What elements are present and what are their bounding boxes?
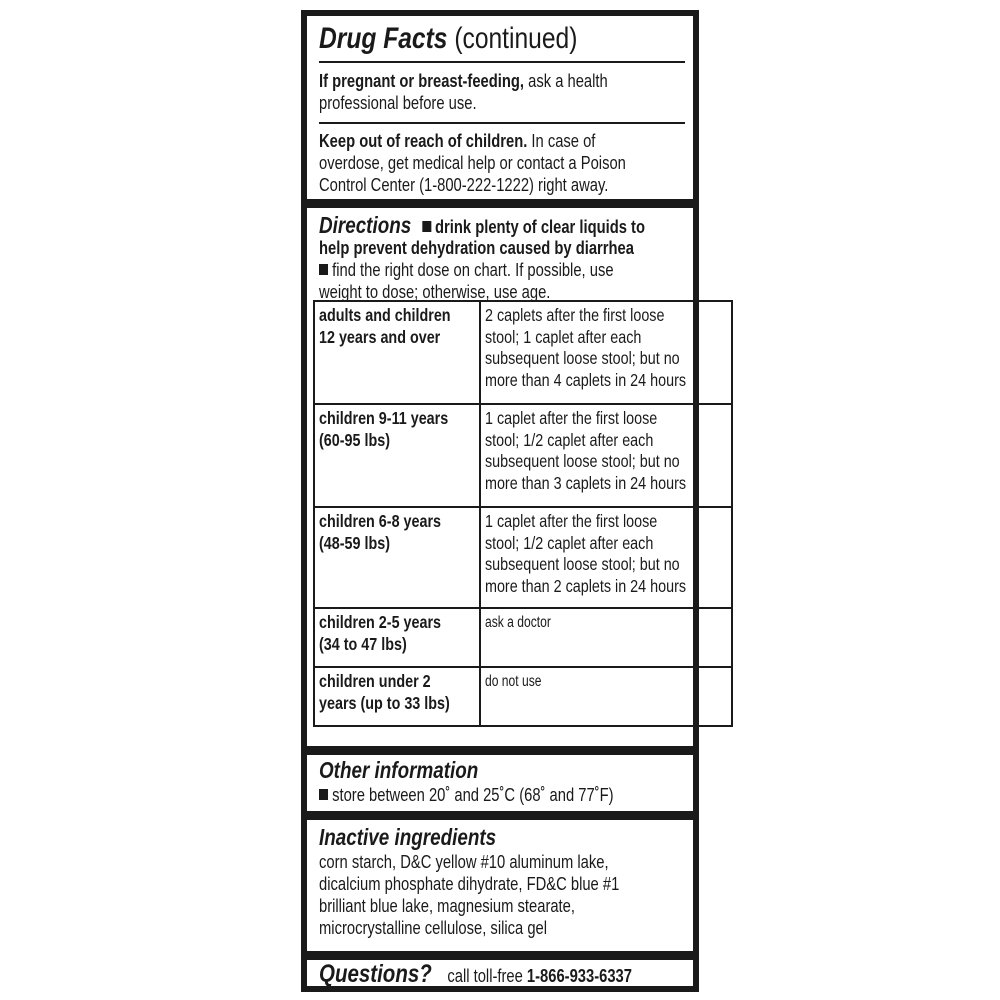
directions-bullet2-line1: [319, 260, 614, 281]
age-cell: [314, 507, 480, 608]
dose-line: subsequent loose stool; but no: [485, 554, 681, 574]
title-bold: Drug Facts: [319, 22, 448, 55]
dose-line: ask a doctor: [485, 614, 552, 631]
dosage-table: [313, 300, 733, 727]
age-line: children under 2: [319, 671, 431, 691]
table-row: [314, 404, 732, 507]
page-title: [319, 22, 577, 56]
table-row: [314, 608, 732, 667]
inactive-ingredients-heading: [319, 824, 496, 851]
age-cell: [314, 608, 480, 667]
dose-cell: [480, 667, 731, 726]
age-line: years (up to 33 lbs): [319, 692, 450, 713]
dose-line: more than 4 caplets in 24 hours: [485, 369, 687, 390]
age-line: (48-59 lbs): [319, 532, 390, 553]
dose-line: stool; 1/2 caplet after each: [485, 532, 654, 553]
age-line: children 6-8 years: [319, 511, 442, 531]
children-warning-text: In case of: [527, 131, 596, 151]
age-line: 12 years and over: [319, 326, 441, 347]
dose-line: more than 2 caplets in 24 hours: [485, 575, 687, 596]
other-information-heading: [319, 757, 478, 784]
heading-text: Inactive ingredients: [319, 824, 497, 850]
age-line: children 9-11 years: [319, 408, 449, 428]
age-line: children 2-5 years: [319, 612, 442, 632]
table-row: [314, 301, 732, 404]
age-line: (34 to 47 lbs): [319, 633, 407, 654]
directions-line1: [319, 212, 645, 239]
ingredient-line: corn starch, D&C yellow #10 aluminum lake,: [319, 852, 609, 872]
warnings-section: [307, 16, 693, 199]
children-warning-line2: overdose, get medical help or contact a Poison: [319, 153, 626, 173]
dose-line: 1 caplet after the first loose: [485, 511, 658, 531]
dose-line: 2 caplets after the first loose: [485, 305, 665, 325]
pregnancy-warning-line1: [319, 71, 608, 92]
drug-facts-panel: [301, 10, 699, 992]
phone-number: 1-866-933-6337: [526, 966, 632, 986]
table-row: [314, 507, 732, 608]
dose-line: 1 caplet after the first loose: [485, 408, 658, 428]
dose-line: stool; 1 caplet after each: [485, 326, 642, 347]
questions-heading: Questions?: [319, 960, 432, 988]
bullet-square-icon: [319, 789, 328, 800]
age-cell: [314, 404, 480, 507]
dose-line: stool; 1/2 caplet after each: [485, 429, 654, 450]
children-warning-line3: Control Center (1-800-222-1222) right away.: [319, 175, 609, 195]
age-cell: [314, 301, 480, 404]
title-continued: (continued): [447, 22, 578, 55]
dose-line: more than 3 caplets in 24 hours: [485, 472, 687, 493]
pregnancy-text: ask a health: [524, 71, 608, 91]
other-information-section: [307, 755, 693, 811]
other-information-bullet: [319, 785, 614, 806]
storage-text: store between 20˚ and 25˚C (68˚ and 77˚F): [332, 785, 614, 805]
pregnancy-warning-line2: professional before use.: [319, 93, 477, 113]
dose-cell: [480, 404, 731, 507]
questions-section: [307, 960, 693, 986]
bullet-square-icon: [422, 221, 431, 232]
table-row: [314, 667, 732, 726]
age-cell: [314, 667, 480, 726]
dose-cell: [480, 301, 731, 404]
dose-cell: [480, 507, 731, 608]
pregnancy-bold: If pregnant or breast-feeding,: [319, 71, 525, 91]
children-warning-bold: Keep out of reach of children.: [319, 131, 528, 151]
dose-cell: [480, 608, 731, 667]
directions-heading: Directions: [319, 212, 412, 238]
dose-line: subsequent loose stool; but no: [485, 348, 681, 368]
ingredient-line: microcrystalline cellulose, silica gel: [319, 918, 548, 938]
questions-line: [319, 960, 632, 989]
ingredient-line: dicalcium phosphate dihydrate, FD&C blue #1: [319, 874, 620, 894]
directions-bullet1: drink plenty of clear liquids to: [435, 217, 645, 237]
inactive-ingredients-section: [307, 820, 693, 951]
directions-bullet2: find the right dose on chart. If possible, use: [332, 260, 614, 280]
heading-text: Other information: [319, 757, 479, 783]
dose-line: do not use: [485, 673, 542, 690]
divider: [319, 61, 685, 63]
bullet-square-icon: [319, 264, 328, 275]
age-line: (60-95 lbs): [319, 429, 390, 450]
directions-section: [307, 208, 693, 746]
divider: [319, 122, 685, 124]
age-line: adults and children: [319, 305, 451, 325]
directions-bullet2-line2: weight to dose; otherwise, use age.: [319, 282, 551, 302]
questions-text: call toll-free: [447, 966, 527, 986]
dose-line: subsequent loose stool; but no: [485, 451, 681, 471]
ingredient-line: brilliant blue lake, magnesium stearate,: [319, 896, 575, 916]
directions-bullet1-line2: help prevent dehydration caused by diarrhea: [319, 238, 634, 258]
children-warning-line1: [319, 131, 595, 152]
